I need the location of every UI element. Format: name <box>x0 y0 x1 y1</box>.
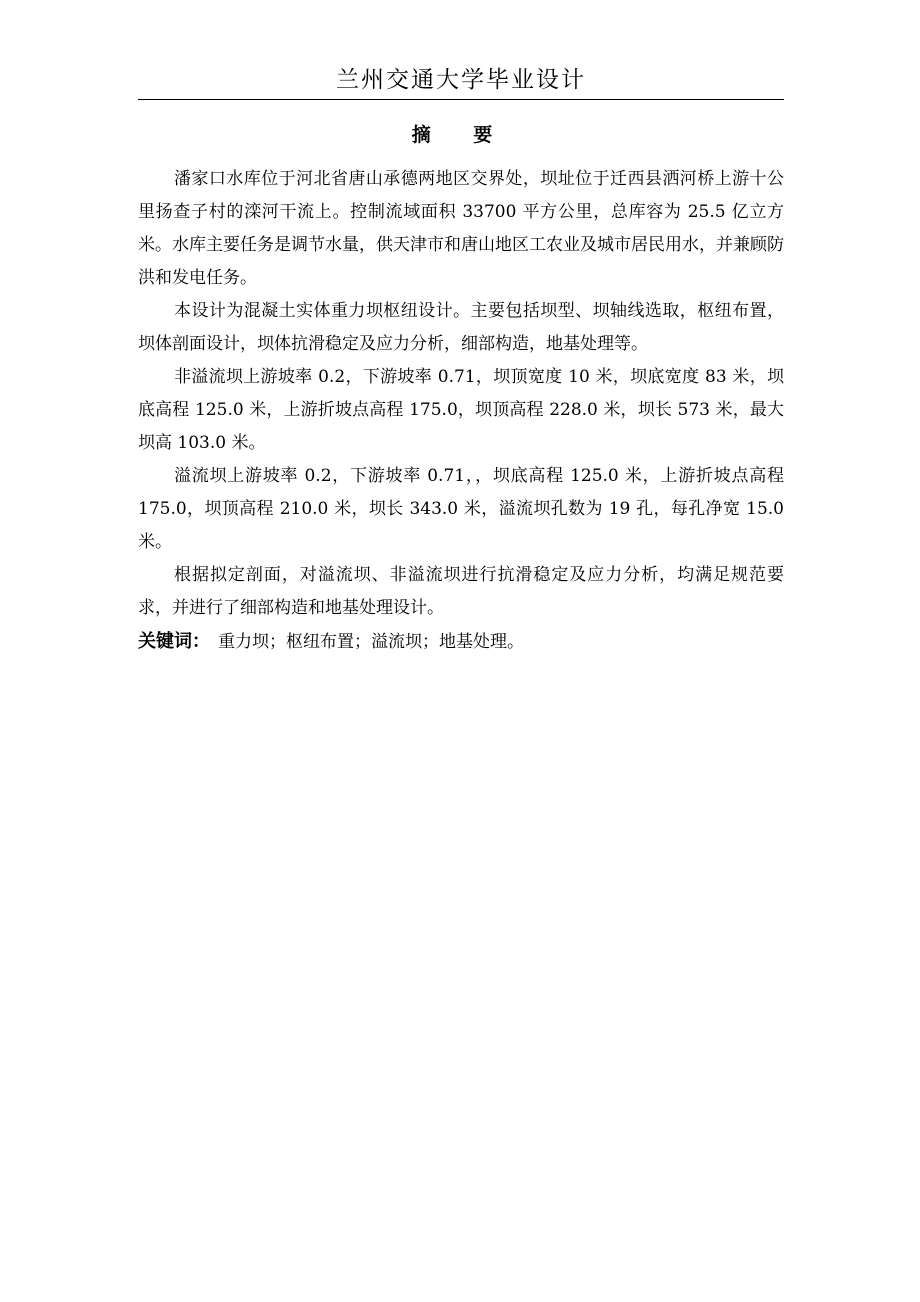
abstract-title: 摘 要 <box>411 124 511 146</box>
abstract-body <box>138 163 784 659</box>
page-header: 兰州交通大学毕业设计 <box>336 67 586 93</box>
abstract-paragraph-overflow-dam: 溢流坝上游坡率 0.2，下游坡率 0.71，，坝底高程 125.0 米，上游折坡点高程 175.0，坝顶高程 210.0 米，坝长 343.0 米，溢流坝孔数为 19 孔，每孔净宽 15.0 米。 <box>138 466 784 552</box>
abstract-paragraph-design-scope: 本设计为混凝土实体重力坝枢纽设计。主要包括坝型、坝轴线选取，枢纽布置，坝体剖面设计，坝体抗滑稳定及应力分析，细部构造，地基处理等。 <box>138 301 784 354</box>
abstract-paragraph-non-overflow-dam: 非溢流坝上游坡率 0.2，下游坡率 0.71，坝顶宽度 10 米，坝底宽度 83 米，坝底高程 125.0 米，上游折坡点高程 175.0，坝顶高程 228.0 米，坝长 573 米，最大坝高 103.0 米。 <box>138 367 784 453</box>
keywords-line <box>138 625 784 659</box>
keywords-text: 重力坝；枢纽布置；溢流坝；地基处理。 <box>218 632 524 652</box>
keywords-label: 关键词： <box>138 631 210 652</box>
header-rule <box>138 99 784 100</box>
abstract-paragraph-analysis: 根据拟定剖面，对溢流坝、非溢流坝进行抗滑稳定及应力分析，均满足规范要求，并进行了细部构造和地基处理设计。 <box>138 565 784 618</box>
abstract-paragraph-reservoir: 潘家口水库位于河北省唐山承德两地区交界处，坝址位于迁西县洒河桥上游十公里扬查子村的滦河干流上。控制流域面积 33700 平方公里，总库容为 25.5 亿立方米。水库主要任务是调节水量，供天津市和唐山地区工农业及城市居民用水，并兼顾防洪和发电任务。 <box>138 169 784 288</box>
